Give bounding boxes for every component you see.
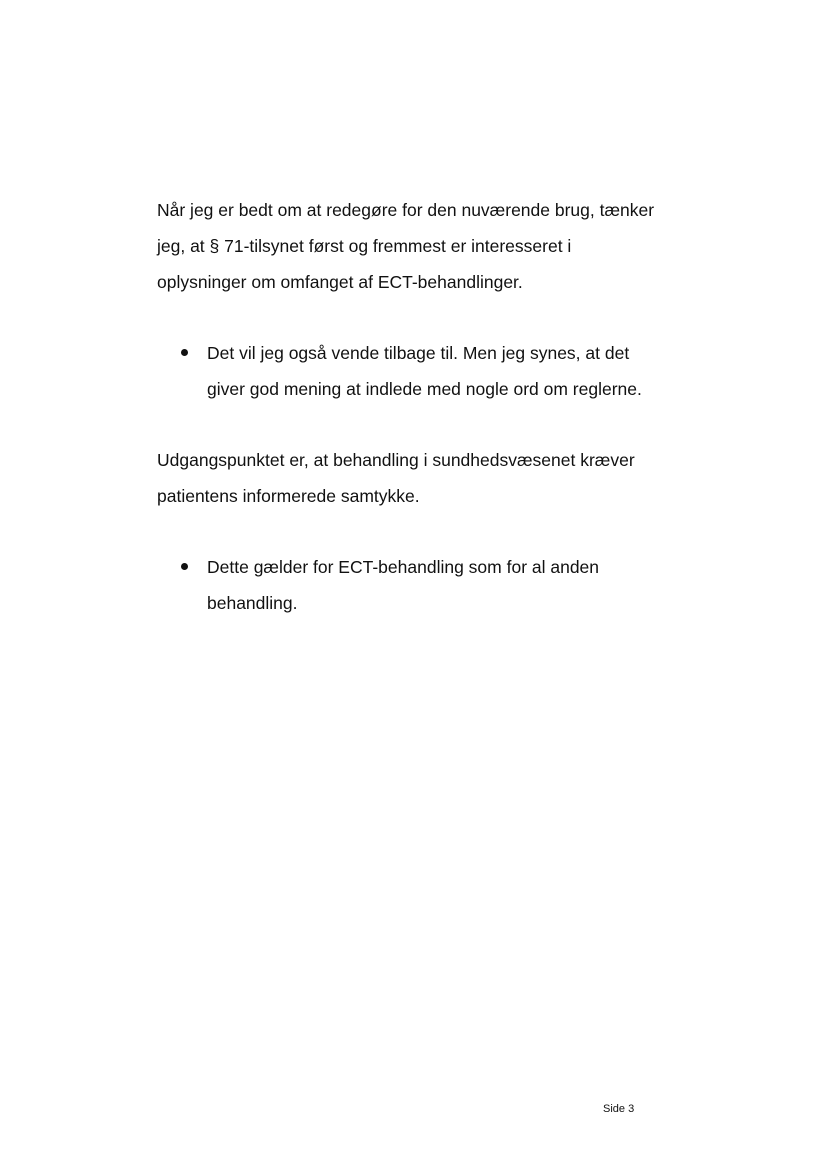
bullet-icon (181, 349, 188, 356)
bullet-text (207, 549, 599, 621)
bullet-text (207, 335, 642, 407)
bullet-line: behandling. (207, 593, 298, 613)
bullet-icon (181, 563, 188, 570)
paragraph-intro (157, 192, 717, 300)
paragraph-line: oplysninger om omfanget af ECT-behandlinger. (157, 272, 523, 292)
page-number: Side 3 (603, 1103, 635, 1115)
bullet-line: Dette gælder for ECT-behandling som for al anden (207, 557, 600, 577)
bullet-line: giver god mening at indlede med nogle ord om reglerne. (207, 379, 642, 399)
paragraph-line: Når jeg er bedt om at redegøre for den nuværende brug, tænker (157, 200, 655, 220)
paragraph-samtykke (157, 442, 717, 514)
paragraph-line: Udgangspunktet er, at behandling i sundhedsvæsenet kræver (157, 450, 635, 470)
paragraph-line: jeg, at § 71-tilsynet først og fremmest er interesseret i (157, 236, 572, 256)
paragraph-line: patientens informerede samtykke. (157, 486, 420, 506)
bullet-line: Det vil jeg også vende tilbage til. Men jeg synes, at det (207, 343, 630, 363)
